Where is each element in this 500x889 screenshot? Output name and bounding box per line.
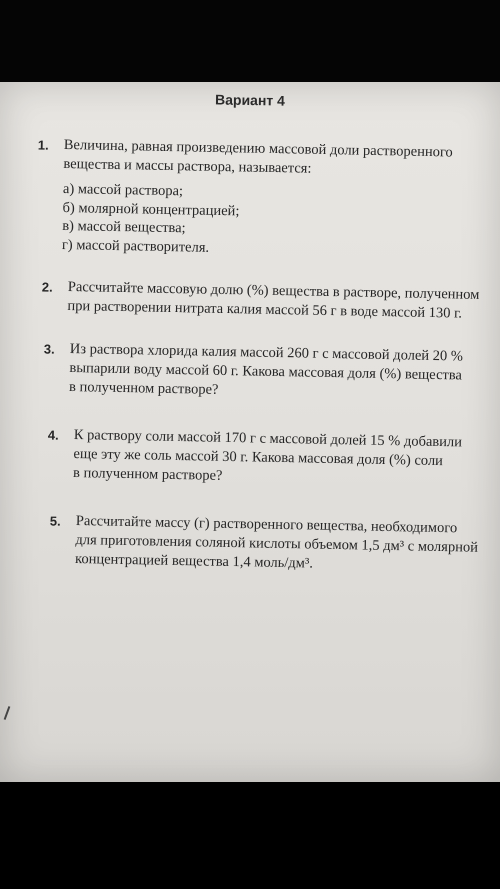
question-number: 3. xyxy=(43,341,55,357)
question-line: при растворении нитрата калия массой 56 г в воде массой 130 г. xyxy=(67,297,463,322)
question-line: выпарили воду массой 60 г. Какова массовая доля (%) вещества xyxy=(69,359,463,384)
question-line: Рассчитайте массу (г) растворенного вещества, необходимого xyxy=(75,512,458,537)
question-number: 5. xyxy=(49,513,61,529)
question-3 xyxy=(43,340,500,405)
variant-title: Вариант 4 xyxy=(214,91,286,109)
dark-background-top xyxy=(0,0,500,82)
dark-background-bottom xyxy=(0,782,500,889)
question-number: 4. xyxy=(47,427,59,443)
question-line: Рассчитайте массовую долю (%) вещества в растворе, полученном xyxy=(67,278,480,303)
question-line: вещества и массы раствора, называется: xyxy=(63,155,312,177)
question-line: Величина, равная произведению массовой доли растворенного xyxy=(63,136,453,161)
answer-option: б) молярной концентрацией; xyxy=(62,199,240,219)
answer-option: г) массой растворителя. xyxy=(61,236,210,256)
pen-mark xyxy=(4,706,11,720)
question-line: концентрацией вещества 1,4 моль/дм³. xyxy=(74,550,314,572)
answer-option: в) массой вещества; xyxy=(62,217,186,237)
worksheet-page xyxy=(0,82,500,782)
answer-option: а) массой раствора; xyxy=(62,180,184,200)
question-number: 1. xyxy=(37,137,49,153)
question-4 xyxy=(47,426,494,491)
question-line: К раствору соли массой 170 г с массовой долей 15 % добавили xyxy=(73,426,463,451)
question-2 xyxy=(41,278,498,324)
question-1 xyxy=(37,136,494,262)
question-line: для приготовления соляной кислоты объемом 1,5 дм³ с молярной xyxy=(75,531,479,556)
question-line: в полученном растворе? xyxy=(72,464,223,484)
answer-options xyxy=(62,180,493,262)
question-5 xyxy=(49,512,496,577)
question-line: еще эту же соль массой 30 г. Какова массовая доля (%) соли xyxy=(73,445,444,470)
question-line: в полученном растворе? xyxy=(68,378,219,398)
question-line: Из раствора хлорида калия массой 260 г с массовой долей 20 % xyxy=(69,340,464,365)
question-number: 2. xyxy=(41,279,53,295)
